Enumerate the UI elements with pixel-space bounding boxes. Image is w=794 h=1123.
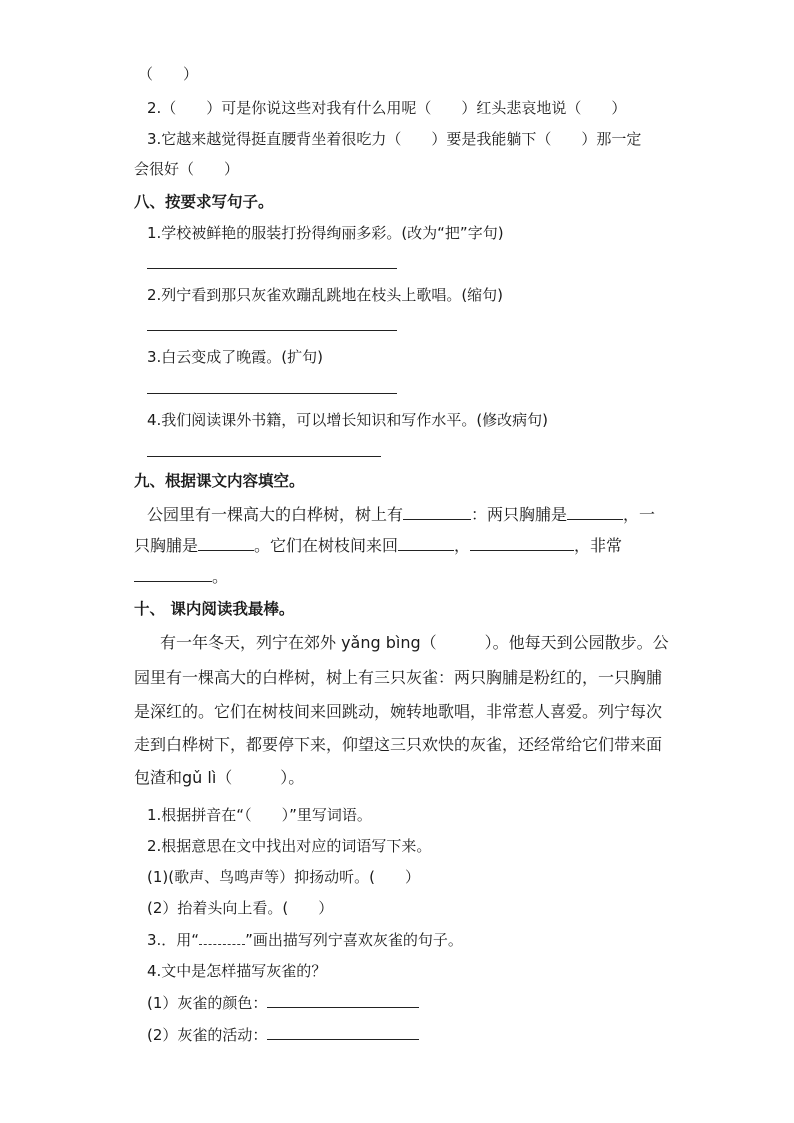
passage-line-1: 有一年冬天，列宁在郊外 yǎng bìng（ ）。他每天到公园散步。公 [160,633,669,652]
fill-text: 公园里有一棵高大的白桦树，树上有 [147,505,404,524]
section8-heading: 八、按要求写句子。 [134,193,274,211]
section10-heading: 十、 课内阅读我最棒。 [134,600,295,618]
q3-text: 3.．用“ [147,931,200,949]
q7-item3: 3.它越来越觉得挺直腰背坐着很吃力（ ）要是我能躺下（ ）那一定 [147,130,642,148]
answer-blank[interactable] [267,1025,419,1040]
fill-blank[interactable] [403,505,471,520]
fill-text: 。它们在树枝间来回 [254,536,399,555]
section9-para-line1 [147,505,655,525]
fill-text: ，非常 [574,536,623,555]
fill-text: 只胸脯是 [134,536,199,555]
fill-text: ：两只胸脯是 [471,505,568,524]
q8-item2: 2.列宁看到那只灰雀欢蹦乱跳地在枝头上歌唱。(缩句) [147,286,504,304]
fill-blank[interactable] [470,536,574,551]
passage-line-4: 走到白桦树下，都要停下来，仰望这三只欢快的灰雀，还经常给它们带来面 [134,735,663,754]
q8-item4: 4.我们阅读课外书籍，可以增长知识和写作水平。(修改病句) [147,411,549,429]
q10-item2: 2.根据意思在文中找出对应的词语写下来。 [147,837,432,855]
q8-item3: 3.白云变成了晚霞。(扩句) [147,348,324,366]
q8-item1: 1.学校被鲜艳的服装打扮得绚丽多彩。(改为“把”字句) [147,224,504,242]
q4-label: (1）灰雀的颜色： [147,994,268,1012]
fill-text: 。 [212,567,229,586]
answer-line-3[interactable] [147,393,397,394]
answer-blank[interactable] [267,993,419,1008]
q10-item4-sub2 [147,1025,419,1045]
wavy-line-icon [199,936,245,945]
q10-item2-sub1: (1)(歌声、鸟鸣声等）抑扬动听。( ） [147,868,420,886]
passage-line-2: 园里有一棵高大的白桦树，树上有三只灰雀：两只胸脯是粉红的，一只胸脯 [134,668,663,687]
fill-blank[interactable] [567,505,623,520]
passage-line-5: 包渣和gǔ lì（ ）。 [134,768,305,787]
answer-line-4[interactable] [147,456,381,457]
q7-line0: （ ） [138,65,199,83]
q10-item3 [147,930,463,950]
q10-item2-sub2: (2）抬着头向上看。( ） [147,899,334,917]
passage-line-3: 是深红的。它们在树枝间来回跳动，婉转地歌唱，非常惹人喜爱。列宁每次 [134,702,663,721]
fill-blank[interactable] [134,567,212,582]
q3-text: ”画出描写列宁喜欢灰雀的句子。 [245,931,463,949]
q4-label: (2）灰雀的活动： [147,1026,268,1044]
fill-text: ，一 [623,505,656,524]
fill-text: ， [454,536,471,555]
answer-line-1[interactable] [147,268,397,269]
fill-blank[interactable] [198,536,254,551]
q10-item1: 1.根据拼音在“（ ）”里写词语。 [147,806,372,824]
section9-para-line2 [134,536,622,556]
q10-item4-sub1 [147,993,419,1013]
fill-blank[interactable] [398,536,454,551]
q10-item4: 4.文中是怎样描写灰雀的？ [147,962,327,980]
answer-line-2[interactable] [147,330,397,331]
q7-item3-cont: 会很好（ ） [134,160,240,178]
section9-heading: 九、根据课文内容填空。 [134,472,305,490]
section9-para-line3 [134,567,228,587]
q7-item2: 2.（ ）可是你说这些对我有什么用呢（ ）红头悲哀地说（ ） [147,99,627,117]
